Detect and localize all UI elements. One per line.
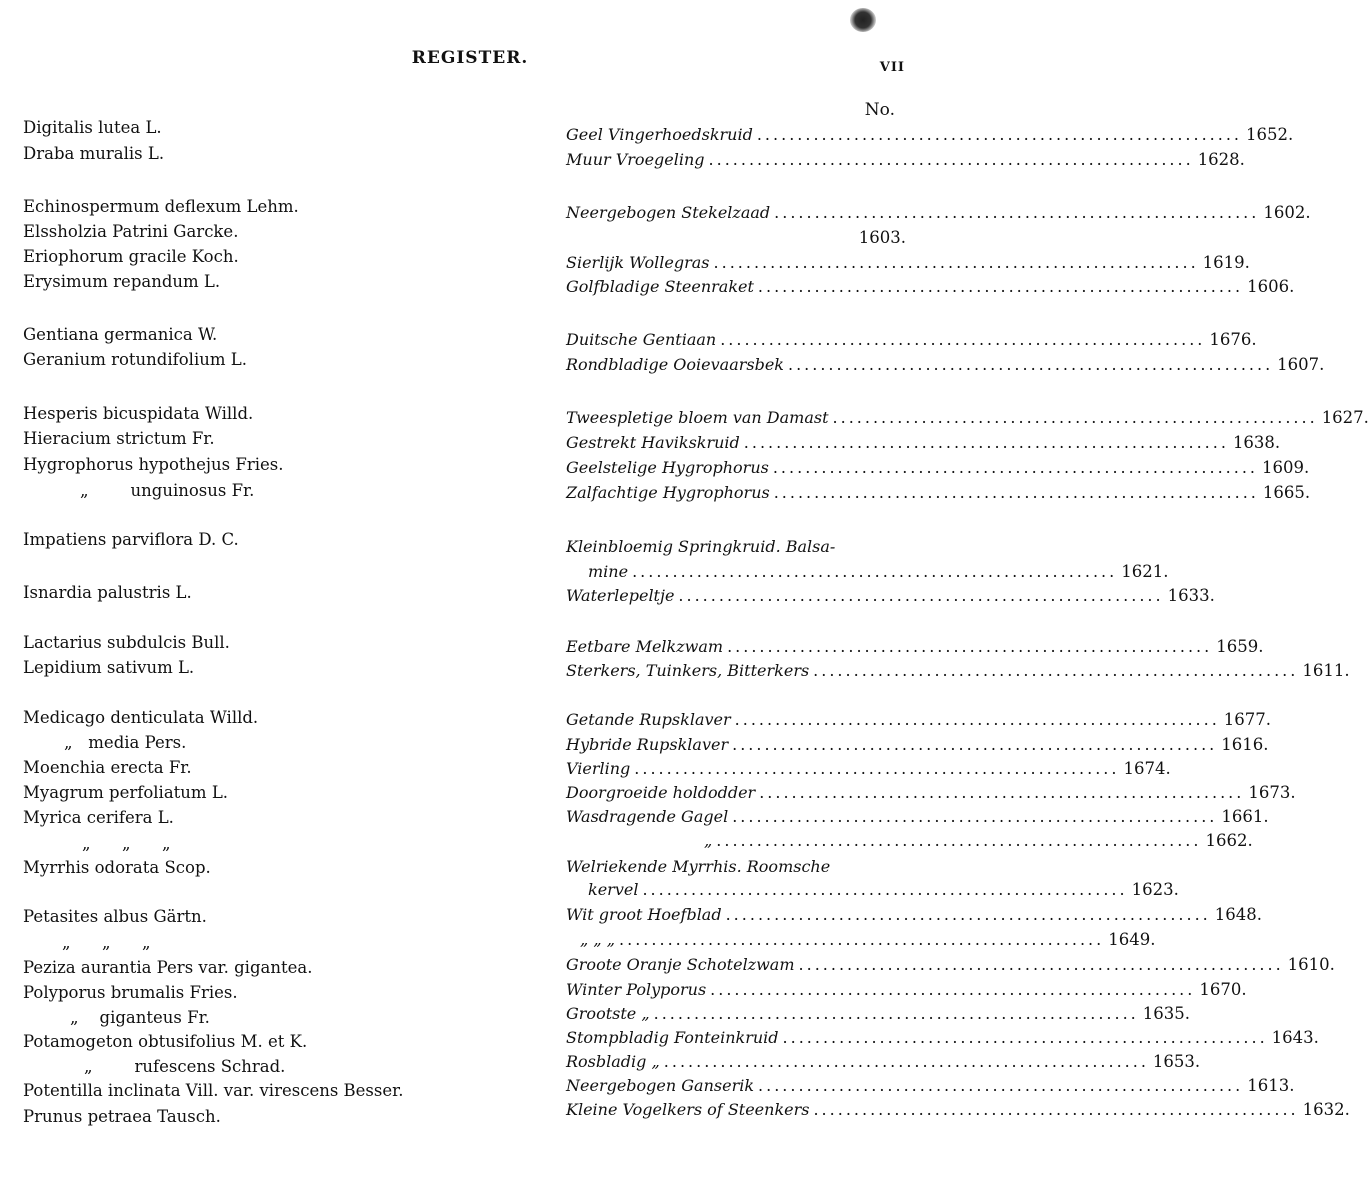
common-entry [566, 1100, 1350, 1120]
scientific-name: „ giganteus Fr. [70, 1008, 210, 1027]
entry-number: 1661. [1221, 807, 1269, 826]
scientific-name: Potentilla inclinata Vill. var. virescens Besser. [23, 1081, 404, 1100]
dot-leader: ............................................................ [832, 408, 1318, 427]
dot-leader: ............................................................ [813, 1100, 1299, 1119]
scientific-name: Draba muralis L. [23, 144, 165, 163]
scientific-name: Myagrum perfoliatum L. [23, 783, 229, 802]
common-entry [566, 253, 1250, 273]
dot-leader: ............................................................ [727, 637, 1213, 656]
common-entry [566, 783, 1296, 803]
common-entry [704, 831, 1253, 851]
dot-leader: ............................................................ [642, 880, 1128, 899]
common-name: mine [588, 562, 629, 581]
scientific-name: Peziza aurantia Pers var. gigantea. [23, 958, 313, 977]
common-name: Getande Rupsklaver [566, 710, 731, 729]
scientific-name: „ rufescens Schrad. [84, 1057, 286, 1076]
entry-number: 1665. [1262, 483, 1311, 502]
scientific-name: Hygrophorus hypothejus Fries. [23, 455, 284, 474]
common-name: Zalfachtige Hygrophorus [566, 483, 770, 502]
common-name: Kleine Vogelkers of Steenkers [566, 1100, 810, 1119]
entry-number: 1602. [1263, 203, 1311, 222]
entry-number: 1633. [1167, 586, 1215, 605]
common-name: Winter Polyporus [566, 980, 707, 999]
common-name: Sterkers, Tuinkers, Bitterkers [566, 661, 810, 680]
entry-number: 1635. [1142, 1004, 1191, 1023]
page-title: REGISTER. [411, 48, 529, 68]
dot-leader: ............................................................ [634, 759, 1120, 778]
common-name: Wasdragende Gagel [566, 807, 729, 826]
entry-number: 1627. [1321, 408, 1369, 427]
entry-number: 1643. [1271, 1028, 1319, 1047]
common-entry [566, 759, 1171, 779]
scientific-name: „ „ „ [62, 933, 151, 952]
dot-leader: ............................................................ [708, 150, 1194, 169]
common-name: Eetbare Melkzwam [566, 637, 724, 656]
common-entry [566, 586, 1215, 606]
dot-leader: ............................................................ [716, 831, 1202, 850]
common-entry [566, 277, 1295, 297]
scientific-name: „ unguinosus Fr. [80, 481, 255, 500]
dot-leader: ............................................................ [759, 783, 1245, 802]
dot-leader: ............................................................ [725, 905, 1211, 924]
common-name: Wit groot Hoefblad [566, 905, 722, 924]
entry-number: 1603. [858, 228, 906, 247]
common-name: Geel Vingerhoedskruid [566, 125, 753, 144]
common-name: Muur Vroegeling [566, 150, 705, 169]
dot-leader: ............................................................ [774, 203, 1260, 222]
common-entry [566, 807, 1269, 827]
common-entry [566, 1004, 1191, 1024]
dot-leader: ............................................................ [713, 253, 1199, 272]
scientific-name: Erysimum repandum L. [23, 272, 221, 291]
entry-number: 1623. [1131, 880, 1179, 899]
common-entry [566, 408, 1369, 428]
entry-number: 1674. [1123, 759, 1171, 778]
scientific-name: Myrrhis odorata Scop. [23, 858, 211, 877]
dot-leader: ............................................................ [732, 735, 1218, 754]
common-entry [566, 980, 1247, 1000]
entry-number: 1649. [1108, 930, 1156, 949]
common-name: Welriekende Myrrhis. Roomsche [566, 857, 831, 876]
entry-number: 1653. [1152, 1052, 1201, 1071]
scientific-name: Potamogeton obtusifolius M. et K. [23, 1032, 308, 1051]
scientific-name: Hieracium strictum Fr. [23, 429, 215, 448]
common-entry [566, 661, 1350, 681]
scientific-name: Impatiens parviflora D. C. [23, 530, 239, 549]
entry-number: 1677. [1223, 710, 1272, 729]
common-entry [566, 483, 1311, 503]
dot-leader: ............................................................ [758, 1076, 1244, 1095]
common-name: Geelstelige Hygrophorus [566, 458, 769, 477]
entry-number: 1621. [1121, 562, 1169, 581]
common-entry [566, 125, 1294, 145]
entry-number: 1676. [1209, 330, 1257, 349]
dot-leader: ............................................................ [678, 586, 1164, 605]
common-entry [566, 330, 1257, 350]
common-name: „ [704, 831, 713, 850]
ink-smudge [850, 8, 876, 32]
entry-number: 1609. [1262, 458, 1310, 477]
dot-leader: ............................................................ [619, 930, 1105, 949]
common-entry [588, 880, 1179, 900]
scientific-name: Prunus petraea Tausch. [23, 1107, 221, 1126]
entry-number: 1610. [1287, 955, 1335, 974]
scientific-name: „ „ „ [82, 834, 171, 853]
scientific-name: Lepidium sativum L. [23, 658, 195, 677]
common-name: Waterlepeltje [566, 586, 675, 605]
dot-leader: ............................................................ [772, 458, 1258, 477]
common-entry [566, 228, 906, 248]
number-column-header: No. [864, 100, 895, 120]
common-name: Hybride Rupsklaver [566, 735, 729, 754]
common-name: Tweespletige bloem van Damast [566, 408, 829, 427]
scientific-name: Echinospermum deflexum Lehm. [23, 197, 299, 216]
common-entry [566, 458, 1310, 478]
common-entry [566, 1052, 1201, 1072]
dot-leader: ............................................................ [710, 980, 1196, 999]
dot-leader: ............................................................ [653, 1004, 1139, 1023]
entry-number: 1607. [1277, 355, 1325, 374]
common-name: Duitsche Gentiaan [566, 330, 717, 349]
dot-leader: ............................................................ [773, 483, 1259, 502]
scientific-name: Hesperis bicuspidata Willd. [23, 404, 254, 423]
scientific-name: Gentiana germanica W. [23, 325, 218, 344]
dot-leader: ............................................................ [743, 433, 1229, 452]
common-name: Vierling [566, 759, 631, 778]
common-entry [566, 857, 906, 877]
scientific-name: Myrica cerifera L. [23, 808, 174, 827]
common-entry [566, 1076, 1295, 1096]
entry-number: 1619. [1202, 253, 1250, 272]
common-entry [566, 150, 1245, 170]
dot-leader: ............................................................ [757, 277, 1244, 296]
common-name: Rosbladig „ [566, 1052, 660, 1071]
common-name: Rondbladige Ooievaarsbek [566, 355, 784, 374]
entry-number: 1611. [1302, 661, 1350, 680]
entry-number: 1632. [1302, 1100, 1350, 1119]
entry-number: 1659. [1216, 637, 1264, 656]
dot-leader: ............................................................ [720, 330, 1206, 349]
scientific-name: Moenchia erecta Fr. [23, 758, 192, 777]
scientific-name: Geranium rotundifolium L. [23, 350, 247, 369]
common-name: Doorgroeide holdodder [566, 783, 756, 802]
common-name: Golfbladige Steenraket [566, 277, 754, 296]
common-entry [566, 203, 1311, 223]
common-name: Neergebogen Stekelzaad [566, 203, 771, 222]
scientific-name: Polyporus brumalis Fries. [23, 983, 238, 1002]
entry-number: 1652. [1246, 125, 1294, 144]
scientific-name: Lactarius subdulcis Bull. [23, 633, 230, 652]
entry-number: 1638. [1232, 433, 1281, 452]
common-name: Gestrekt Havikskruid [566, 433, 740, 452]
common-entry [566, 905, 1262, 925]
common-name: Kleinbloemig Springkruid. Balsa- [566, 537, 836, 556]
scientific-name: Elssholzia Patrini Garcke. [23, 222, 239, 241]
dot-leader: ............................................................ [632, 562, 1118, 581]
scientific-name: Petasites albus Gärtn. [23, 907, 207, 926]
common-entry [580, 930, 1156, 950]
common-entry [566, 710, 1272, 730]
common-entry [566, 537, 906, 557]
dot-leader: ............................................................ [756, 125, 1242, 144]
common-name: „ „ „ [580, 930, 616, 949]
scientific-name: „ media Pers. [64, 733, 187, 752]
common-entry [566, 433, 1281, 453]
common-name: Sierlijk Wollegras [566, 253, 710, 272]
dot-leader: ............................................................ [813, 661, 1299, 680]
entry-number: 1648. [1214, 905, 1262, 924]
page-number: VII [879, 60, 905, 75]
common-entry [566, 637, 1264, 657]
entry-number: 1613. [1247, 1076, 1295, 1095]
entry-number: 1616. [1221, 735, 1269, 754]
scientific-name: Medicago denticulata Willd. [23, 708, 259, 727]
scientific-name: Digitalis lutea L. [23, 118, 162, 137]
common-entry [566, 1028, 1319, 1048]
common-name: Grootste „ [566, 1004, 650, 1023]
common-name: Stompbladig Fonteinkruid [566, 1028, 779, 1047]
dot-leader: ............................................................ [788, 355, 1274, 374]
common-name: Groote Oranje Schotelzwam [566, 955, 795, 974]
common-entry [588, 562, 1169, 582]
entry-number: 1606. [1247, 277, 1295, 296]
dot-leader: ............................................................ [782, 1028, 1268, 1047]
common-entry [566, 735, 1269, 755]
dot-leader: ............................................................ [663, 1052, 1149, 1071]
scientific-name: Isnardia palustris L. [23, 583, 192, 602]
entry-number: 1628. [1197, 150, 1245, 169]
dot-leader: ............................................................ [798, 955, 1284, 974]
entry-number: 1670. [1199, 980, 1247, 999]
scientific-name: Eriophorum gracile Koch. [23, 247, 239, 266]
dot-leader: ............................................................ [732, 807, 1218, 826]
common-name: kervel [588, 880, 639, 899]
common-entry [566, 355, 1325, 375]
common-name: Neergebogen Ganserik [566, 1076, 755, 1095]
entry-number: 1673. [1248, 783, 1296, 802]
entry-number: 1662. [1205, 831, 1253, 850]
dot-leader: ............................................................ [734, 710, 1220, 729]
common-entry [566, 955, 1335, 975]
